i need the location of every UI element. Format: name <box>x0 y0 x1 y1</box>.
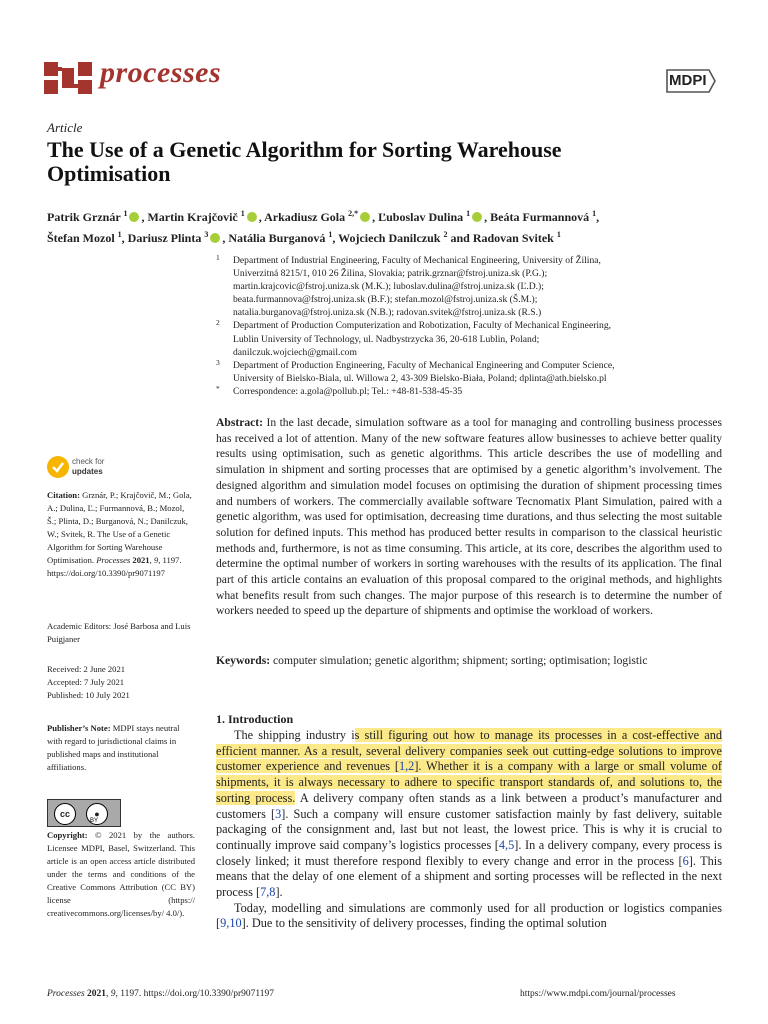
academic-editors: Academic Editors: José Barbosa and Luis Puigjaner <box>47 621 191 644</box>
check-updates-label: check for updates <box>72 457 105 476</box>
orcid-icon[interactable] <box>472 212 482 222</box>
copyright: Copyright: © 2021 by the authors. Licensee MDPI, Basel, Switzerland. This article is an open access article distributed under the terms and conditions of the Creative Commons Attribution (CC BY) license (https:// creativecommons.org/licenses/by/ 4.0/). <box>47 830 195 918</box>
journal-name: processes <box>100 56 222 89</box>
orcid-icon[interactable] <box>360 212 370 222</box>
cc-by-license-badge[interactable] <box>47 799 121 827</box>
person-icon: ● <box>86 803 108 825</box>
affiliations <box>216 254 726 398</box>
affiliation-line: Correspondence: a.gola@pollub.pl; Tel.: +48-81-538-45-35 <box>233 385 463 397</box>
reference-link[interactable]: 3 <box>275 806 282 821</box>
reference-link[interactable]: 9,10 <box>220 916 242 931</box>
citation: Citation: Grznár, P.; Krajčovič, M.; Gola, A.; Dulina, Ľ.; Furmannová, B.; Mozol, Š.; Plinta, D.; Burganová, N.; Danilczuk, W.; Svitek, R. The Use of a Genetic Algorithm for Sorting Warehouse Optimisation. Processes 2021, 9, 1197. https://doi.org/10.3390/pr9071197 <box>47 490 192 578</box>
affiliation-item <box>216 385 726 398</box>
author-name[interactable]: Radovan Svitek $^1$ <box>472 230 561 245</box>
author-name[interactable]: Arkadiusz Gola $^{2,*}$ <box>264 209 359 224</box>
highlighted-text: s still figuring out how to manage its processes in a cost-effective and efficient manner. As a result, several delivery companies seek out cutting-edge solutions to improve customer experience and revenues [1,2]. Whether it is a company with a large or small volume of shipments, it is always necessary to adhere to specific transport standards of, and solutions to, the sorting process. <box>216 728 723 805</box>
affiliation-line: Department of Production Computerization and Robotization, Faculty of Mechanical Engineering, <box>233 320 612 332</box>
affiliation-line: natalia.burganova@fstroj.uniza.sk (N.B.); radovan.svitek@fstroj.uniza.sk (R.S.) <box>233 307 542 319</box>
check-updates-icon <box>47 456 69 478</box>
footer-citation: Processes 2021, 9, 1197. https://doi.org/10.3390/pr9071197 <box>47 989 275 999</box>
affiliation-item <box>216 359 726 385</box>
affiliation-line: beata.furmannova@fstroj.uniza.sk (B.F.); stefan.mozol@fstroj.uniza.sk (Š.M.); <box>233 294 538 306</box>
abstract-text: In the last decade, simulation software as a tool for managing and controlling business processes has received a lot of attention. Many of the new software features allow businesses to achieve better quality results using optimisation, such as genetic algorithms. This article describes the use of modelling and simulation in shipment and sorting processes that are optimised by a genetic algorithm’s involvement. The designed algorithm and simulation model focuses on optimising the duration of shipment processing times and numbers of workers. The commercially available software Tecnomatix Plant Simulation, paired with a genetic algorithm, was used for optimisation, decreasing time durations, and thus selecting the most suitable solution for defined inputs. This method has produced better results in comparison to the classical heuristic methods and, furthermore, is not as time consuming. This article, at its core, describes the algorithm used to determine the optimal number of workers in sorting warehouses with the results of its application. The final part of this article contains an evaluation of this proposal compared to the original methods, and highlights what benefits result from such changes. The major purpose of this research is to determine the number of workers needed to speed up the departure of shipments and optimise the workload of workers. <box>216 416 722 618</box>
received-date: Received: 2 June 2021 <box>47 664 126 674</box>
article-type: Article <box>47 120 83 135</box>
affiliation-line: Univerzitná 8215/1, 010 26 Žilina, Slovakia; patrik.grznar@fstroj.uniza.sk (P.G.); <box>233 268 548 280</box>
orcid-icon[interactable] <box>210 233 220 243</box>
keywords-text: computer simulation; genetic algorithm; shipment; sorting; optimisation; logistic <box>273 654 648 667</box>
publisher-logo <box>665 64 721 98</box>
keywords-label: Keywords: <box>216 654 271 667</box>
check-for-updates-button[interactable] <box>47 456 127 482</box>
affiliation-number: 3 <box>216 357 220 367</box>
author-name[interactable]: Natália Burganová $^1$ <box>228 230 333 245</box>
orcid-icon[interactable] <box>129 212 139 222</box>
article-title: The Use of a Genetic Algorithm for Sorting Warehouse Optimisation <box>47 137 562 186</box>
author-name[interactable]: Beáta Furmannová $^1$ <box>490 209 597 224</box>
author-name[interactable]: Patrik Grznár $^1$ <box>47 209 128 224</box>
affiliation-number: * <box>216 383 220 393</box>
intro-paragraph-2: Today, modelling and simulations are commonly used for all production or logistics companies [9,10]. Due to the sensitivity of delivery processes, finding the optimal solution <box>216 900 722 931</box>
published-date: Published: 10 July 2021 <box>47 690 130 700</box>
journal-logo <box>44 58 92 96</box>
accepted-date: Accepted: 7 July 2021 <box>47 677 125 687</box>
cc-icon: cc <box>54 803 76 825</box>
affiliation-line: danilczuk.wojciech@gmail.com <box>233 346 357 358</box>
reference-link[interactable]: 7,8 <box>260 885 276 900</box>
publisher-name: MDPI <box>669 72 707 89</box>
citation-doi-link[interactable]: , 1197. https://doi.org/10.3390/pr9071197 <box>47 555 182 578</box>
orcid-icon[interactable] <box>247 212 257 222</box>
introduction-body <box>216 728 722 932</box>
abstract-label: Abstract: <box>216 416 264 429</box>
publishers-note: Publisher’s Note: MDPI stays neutral with regard to jurisdictional claims in published maps and institutional affiliations. <box>47 723 180 772</box>
affiliation-line: Lublin University of Technology, ul. Nadbystrzycka 36, 20-618 Lublin, Poland; <box>233 333 540 345</box>
author-name[interactable]: Wojciech Danilczuk $^2$ <box>338 230 448 245</box>
affiliation-line: Department of Industrial Engineering, Faculty of Mechanical Engineering, University of Žilina, <box>233 255 601 266</box>
affiliation-line: University of Bielsko-Biala, ul. Willowa 2, 43-309 Bielsko-Biała, Poland; dplinta@ath.bielsko.pl <box>233 372 607 384</box>
intro-paragraph-1: The shipping industry is still figuring out how to manage its processes in a cost-effective and efficient manner. As a result, several delivery companies seek out cutting-edge solutions to improve customer experience and revenues [1,2]. Whether it is a company with a large or small volume of shipments, it is always necessary to adhere to specific transport standards of, and solutions to, the sorting process. A delivery company often stands as a link between a product’s manufacturer and customers [3]. Such a company will ensure customer satisfaction mainly by fast delivery, suitable packaging of the consignment and, last but not least, the lowest price. This is why it is crucial to continually improve said company’s logistics processes [4,5]. In a delivery company, every process is closely linked; it must therefore respond flexibly to every change and error in the process [6]. This means that the delay of one element of a shipment and sorting processes will be reflected in the next process [7,8]. <box>216 728 723 900</box>
author-name[interactable]: Štefan Mozol $^1$ <box>47 230 122 245</box>
reference-link[interactable]: 6 <box>682 853 689 868</box>
footer-journal-url[interactable]: https://www.mdpi.com/journal/processes <box>520 989 676 999</box>
author-list: Patrik Grznár $^1$ , Martin Krajčovič $^1$ , Arkadiusz Gola $^{2,*}$ , Ľuboslav Dulina $^1$ , Beáta Furmannová $^1$, Štefan Mozol $^1$, Dariusz Plinta $^3$ , Natália Burganová $^1$, Wojciech Danilczuk $^2$ and Radovan Svitek $^1$ <box>47 209 600 245</box>
author-name[interactable]: Ľuboslav Dulina $^1$ <box>378 209 471 224</box>
keywords <box>216 653 722 668</box>
affiliation-item <box>216 254 726 319</box>
affiliation-number: 1 <box>216 253 220 262</box>
section-heading-introduction: 1. Introduction <box>216 712 294 726</box>
affiliation-number: 2 <box>216 318 220 328</box>
affiliation-item <box>216 319 726 358</box>
author-name[interactable]: Dariusz Plinta $^3$ <box>127 230 209 245</box>
affiliation-line: martin.krajcovic@fstroj.uniza.sk (M.K.); luboslav.dulina@fstroj.uniza.sk (Ľ.D.); <box>233 281 544 293</box>
abstract <box>216 415 722 619</box>
reference-link[interactable]: 4,5 <box>498 837 515 852</box>
cc-by-label: BY <box>90 818 99 824</box>
affiliation-line: Department of Production Engineering, Faculty of Mechanical Engineering and Computer Science, <box>233 359 615 371</box>
reference-link[interactable]: 1,2 <box>398 759 415 774</box>
author-name[interactable]: Martin Krajčovič $^1$ <box>147 209 245 224</box>
article-dates <box>47 663 195 702</box>
